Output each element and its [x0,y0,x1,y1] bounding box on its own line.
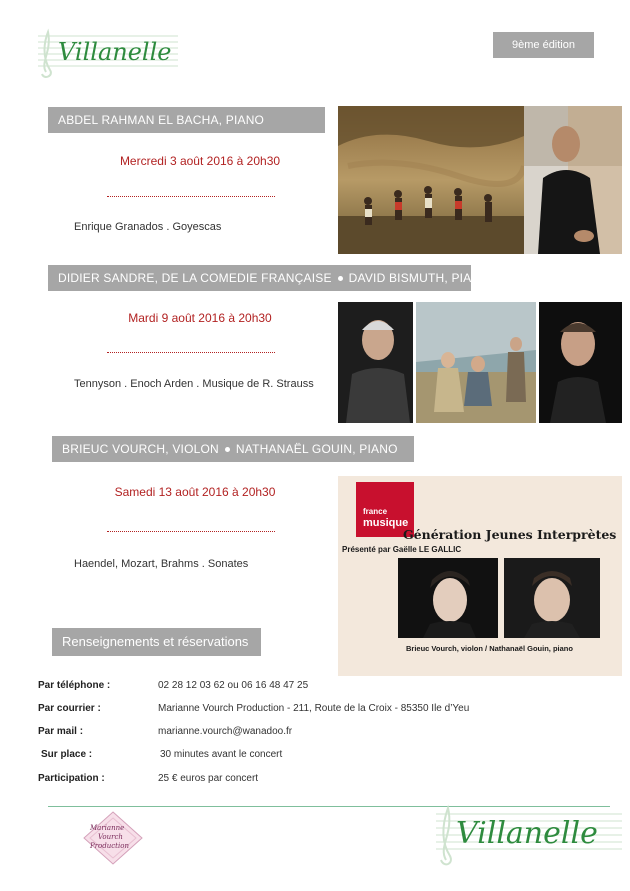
pianist-portrait [504,558,600,638]
info-label-participation: Participation : [38,773,105,784]
concert-3-title-part2: NATHANAËL GOUIN, PIANO [235,442,398,456]
concert-1-title: ABDEL RAHMAN EL BACHA, PIANO [58,113,265,127]
violinist-portrait [398,558,498,638]
production-logo-line2: Vourch [98,833,123,841]
concert-1-title-bar [48,107,325,133]
villanelle-logo-header [38,22,178,82]
bullet-icon [338,276,343,281]
info-heading: Renseignements et réservations [62,634,249,649]
concert-1-divider [107,196,275,197]
info-label-on-site: Sur place : [41,749,93,760]
concert-3-title-part1: BRIEUC VOURCH, VIOLON [62,442,219,456]
concert-2-title-part1: DIDIER SANDRE, DE LA COMEDIE FRANÇAISE [58,271,332,285]
info-value-mail-post: Marianne Vourch Production - 211, Route de la Croix - 85350 Ile d’Yeu [158,703,470,714]
concert-3-title-bar [52,436,414,462]
radio-card-title: Génération Jeunes Interprètes [403,527,617,542]
concert-2-title-bar [48,265,490,291]
concert-2-divider [107,352,275,353]
concert-2-title-part2: DAVID BISMUTH, PIANO [348,271,490,285]
concert-2-date: Mardi 9 août 2016 à 20h30 [128,311,272,325]
edition-badge: 9ème édition [493,32,594,58]
info-label-email: Par mail : [38,726,84,737]
concert-2-program: Tennyson . Enoch Arden . Musique de R. Strauss [74,378,314,390]
concert-3-date: Samedi 13 août 2016 à 20h30 [114,485,276,499]
radio-card [338,476,622,676]
radio-card-presenter: Présenté par Gaëlle LE GALLIC [342,545,462,554]
logo-wordmark: Villanelle [58,38,172,66]
info-value-participation: 25 € euros par concert [158,773,259,784]
info-value-email[interactable]: marianne.vourch@wanadoo.fr [158,726,293,737]
production-logo [80,808,146,868]
info-value-on-site: 30 minutes avant le concert [160,749,283,760]
villanelle-logo-footer [436,798,622,868]
info-value-phone: 02 28 12 03 62 ou 06 16 48 47 25 [158,680,309,691]
info-label-phone: Par téléphone : [38,680,111,691]
info-heading-bar [52,628,261,656]
concert-1-program: Enrique Granados . Goyescas [74,221,222,233]
logo-wordmark: Villanelle [456,816,598,851]
concert-2-photo [338,302,622,423]
radio-card-caption: Brieuc Vourch, violon / Nathanaël Gouin, piano [406,644,573,653]
concert-1-photo [338,106,622,254]
concert-3-divider [107,531,275,532]
production-logo-line1: Marianne [90,824,125,832]
concert-3-program: Haendel, Mozart, Brahms . Sonates [74,558,249,570]
concert-1-date: Mercredi 3 août 2016 à 20h30 [119,154,281,168]
logo-line-france: france [363,507,388,516]
logo-line-musique: musique [363,517,409,529]
production-logo-line3: Production [90,842,129,850]
bullet-icon [225,447,230,452]
info-label-mail-post: Par courrier : [38,703,101,714]
